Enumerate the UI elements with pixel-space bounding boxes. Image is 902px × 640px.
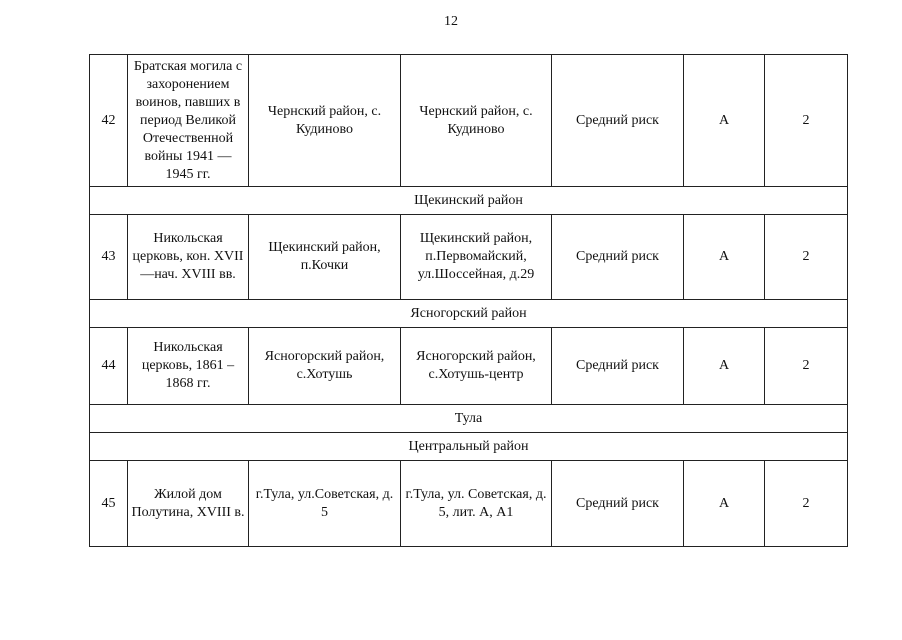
page-number: 12 [444, 14, 458, 29]
object-location: Чернский район, с. Кудиново [249, 55, 401, 187]
section-title: Центральный район [90, 433, 848, 461]
risk-level: Средний риск [552, 215, 684, 300]
object-address: Чернский район, с. Кудиново [401, 55, 552, 187]
table-row [90, 328, 848, 405]
object-location: Ясногорский район, с.Хотушь [249, 328, 401, 405]
risk-category: А [684, 55, 765, 187]
risk-class: 2 [765, 55, 848, 187]
object-name: Жилой дом Полутина, XVIII в. [128, 461, 249, 547]
risk-level: Средний риск [552, 55, 684, 187]
row-number: 44 [90, 328, 128, 405]
object-address: Ясногорский район, с.Хотушь-центр [401, 328, 552, 405]
section-title: Тула [90, 405, 848, 433]
object-name: Никольская церковь, кон. XVII —нач. XVIII вв. [128, 215, 249, 300]
section-row [90, 433, 848, 461]
object-location: г.Тула, ул.Советская, д. 5 [249, 461, 401, 547]
object-address: Щекинский район, п.Первомайский, ул.Шоссейная, д.29 [401, 215, 552, 300]
risk-class: 2 [765, 461, 848, 547]
object-address: г.Тула, ул. Советская, д. 5, лит. А, А1 [401, 461, 552, 547]
object-name: Никольская церковь, 1861 – 1868 гг. [128, 328, 249, 405]
object-name: Братская могила с захоронением воинов, павших в период Великой Отечественной войны 1941 — 1945 гг. [128, 55, 249, 187]
section-row [90, 405, 848, 433]
row-number: 45 [90, 461, 128, 547]
risk-category: А [684, 461, 765, 547]
section-title: Ясногорский район [90, 300, 848, 328]
section-title: Щекинский район [90, 187, 848, 215]
row-number: 42 [90, 55, 128, 187]
table-row [90, 215, 848, 300]
row-number: 43 [90, 215, 128, 300]
risk-level: Средний риск [552, 461, 684, 547]
risk-class: 2 [765, 328, 848, 405]
object-location: Щекинский район, п.Кочки [249, 215, 401, 300]
risk-class: 2 [765, 215, 848, 300]
risk-category: А [684, 215, 765, 300]
registry-table [89, 54, 848, 547]
risk-category: А [684, 328, 765, 405]
table-row [90, 55, 848, 187]
table-row [90, 461, 848, 547]
section-row [90, 187, 848, 215]
section-row [90, 300, 848, 328]
risk-level: Средний риск [552, 328, 684, 405]
